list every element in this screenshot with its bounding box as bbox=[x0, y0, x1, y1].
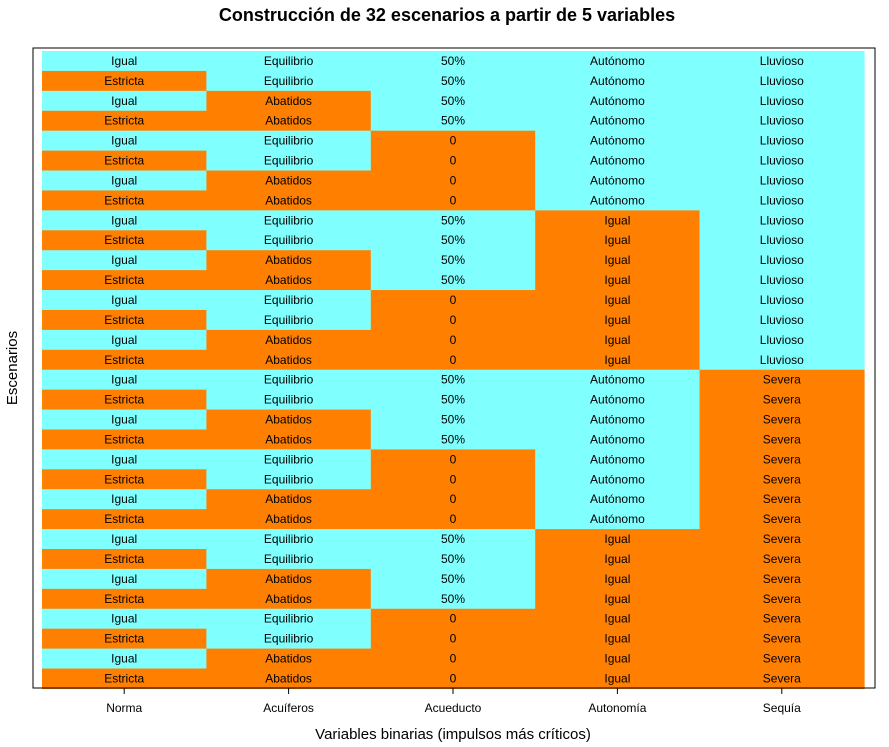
cell-label-r15-c1: Igual bbox=[111, 332, 138, 347]
x-axis-title: Variables binarias (impulsos más críticos) bbox=[315, 726, 591, 743]
cell-label-r2-c3: 50% bbox=[440, 73, 466, 88]
cell-label-r4-c5: Lluvioso bbox=[759, 113, 804, 128]
cell-label-r26-c4: Igual bbox=[604, 551, 631, 566]
cell-label-r27-c3: 50% bbox=[440, 571, 466, 586]
x-tick-label-4: Autonomía bbox=[588, 701, 647, 715]
cell-label-r17-c5: Severa bbox=[762, 372, 801, 387]
cell-label-r4-c4: Autónomo bbox=[590, 113, 645, 128]
cell-label-r15-c5: Lluvioso bbox=[759, 332, 804, 347]
cell-label-r23-c1: Igual bbox=[111, 492, 138, 507]
cell-label-r1-c1: Igual bbox=[111, 53, 138, 68]
cell-label-r25-c3: 50% bbox=[440, 532, 466, 547]
cell-label-r3-c3: 50% bbox=[440, 93, 466, 108]
cell-label-r21-c3: 0 bbox=[449, 452, 457, 467]
cell-label-r19-c1: Igual bbox=[111, 412, 138, 427]
cell-label-r29-c5: Severa bbox=[762, 611, 801, 626]
y-axis-title: Escenarios bbox=[4, 330, 21, 406]
cell-label-r11-c4: Igual bbox=[604, 253, 631, 268]
cell-label-r10-c2: Equilibrio bbox=[263, 233, 314, 248]
cell-label-r27-c5: Severa bbox=[762, 571, 801, 586]
cell-label-r29-c4: Igual bbox=[604, 611, 631, 626]
cell-label-r29-c2: Equilibrio bbox=[263, 611, 314, 626]
cell-label-r19-c4: Autónomo bbox=[590, 412, 645, 427]
cell-label-r23-c3: 0 bbox=[449, 492, 457, 507]
cell-label-r14-c5: Lluvioso bbox=[759, 312, 804, 327]
cell-label-r20-c3: 50% bbox=[440, 432, 466, 447]
cell-label-r1-c2: Equilibrio bbox=[263, 53, 314, 68]
cell-label-r10-c3: 50% bbox=[440, 233, 466, 248]
cell-label-r26-c5: Severa bbox=[762, 551, 801, 566]
cell-label-r9-c5: Lluvioso bbox=[759, 213, 804, 228]
cell-label-r8-c3: 0 bbox=[449, 193, 457, 208]
cell-label-r28-c1: Estricta bbox=[104, 591, 145, 606]
cell-label-r19-c2: Abatidos bbox=[265, 412, 312, 427]
cell-label-r31-c3: 0 bbox=[449, 651, 457, 666]
cell-label-r13-c2: Equilibrio bbox=[263, 293, 314, 307]
cell-label-r2-c5: Lluvioso bbox=[759, 73, 804, 88]
cell-label-r26-c1: Estricta bbox=[104, 551, 145, 566]
cell-label-r27-c1: Igual bbox=[111, 571, 138, 586]
cell-label-r3-c2: Abatidos bbox=[265, 93, 312, 108]
cell-label-r14-c1: Estricta bbox=[104, 312, 145, 327]
cell-label-r30-c2: Equilibrio bbox=[263, 631, 314, 646]
cell-label-r30-c5: Severa bbox=[762, 631, 801, 646]
cell-label-r10-c4: Igual bbox=[604, 233, 631, 248]
cell-label-r17-c2: Equilibrio bbox=[263, 372, 314, 387]
cell-label-r22-c1: Estricta bbox=[104, 472, 145, 487]
cell-label-r20-c5: Severa bbox=[762, 432, 801, 447]
cell-label-r5-c1: Igual bbox=[111, 133, 138, 148]
cell-label-r25-c4: Igual bbox=[604, 532, 631, 547]
cell-label-r4-c1: Estricta bbox=[104, 113, 145, 128]
cell-label-r22-c4: Autónomo bbox=[590, 472, 645, 487]
cell-label-r13-c3: 0 bbox=[449, 293, 457, 307]
cell-label-r24-c3: 0 bbox=[449, 512, 457, 527]
cell-label-r24-c1: Estricta bbox=[104, 512, 145, 527]
cell-label-r32-c3: 0 bbox=[449, 671, 457, 686]
cell-label-r1-c5: Lluvioso bbox=[759, 53, 804, 68]
cell-label-r9-c2: Equilibrio bbox=[263, 213, 314, 228]
cell-label-r19-c3: 50% bbox=[440, 412, 466, 427]
cell-label-r24-c4: Autónomo bbox=[590, 512, 645, 527]
cell-label-r15-c3: 0 bbox=[449, 332, 457, 347]
cell-label-r2-c1: Estricta bbox=[104, 73, 145, 88]
cell-label-r8-c5: Lluvioso bbox=[759, 193, 804, 208]
cell-label-r4-c3: 50% bbox=[440, 113, 466, 128]
cell-label-r32-c5: Severa bbox=[762, 671, 801, 686]
cell-label-r18-c3: 50% bbox=[440, 392, 466, 407]
cell-label-r13-c4: Igual bbox=[604, 293, 631, 307]
cell-label-r6-c3: 0 bbox=[449, 153, 457, 168]
cell-label-r31-c4: Igual bbox=[604, 651, 631, 666]
cell-label-r10-c5: Lluvioso bbox=[759, 233, 804, 248]
cell-label-r4-c2: Abatidos bbox=[265, 113, 312, 128]
cell-label-r12-c2: Abatidos bbox=[265, 273, 312, 288]
cell-label-r14-c2: Equilibrio bbox=[263, 312, 314, 327]
cell-label-r6-c5: Lluvioso bbox=[759, 153, 804, 168]
cell-label-r17-c1: Igual bbox=[111, 372, 138, 387]
x-tick-label-5: Sequía bbox=[762, 701, 801, 715]
cell-label-r21-c2: Equilibrio bbox=[263, 452, 314, 467]
cell-label-r26-c3: 50% bbox=[440, 551, 466, 566]
cell-label-r16-c5: Lluvioso bbox=[759, 352, 804, 367]
cell-label-r28-c5: Severa bbox=[762, 591, 801, 606]
cell-label-r15-c2: Abatidos bbox=[265, 332, 312, 347]
cell-label-r12-c3: 50% bbox=[440, 273, 466, 288]
x-tick-label-2: Acuíferos bbox=[263, 701, 314, 715]
cell-label-r5-c3: 0 bbox=[449, 133, 457, 148]
cell-label-r14-c4: Igual bbox=[604, 312, 631, 327]
cell-label-r12-c4: Igual bbox=[604, 273, 631, 288]
cell-label-r22-c3: 0 bbox=[449, 472, 457, 487]
cell-label-r7-c1: Igual bbox=[111, 173, 138, 188]
cell-label-r20-c4: Autónomo bbox=[590, 432, 645, 447]
cell-label-r27-c4: Igual bbox=[604, 571, 631, 586]
cell-label-r17-c4: Autónomo bbox=[590, 372, 645, 387]
cell-label-r8-c1: Estricta bbox=[104, 193, 145, 208]
cell-label-r30-c1: Estricta bbox=[104, 631, 145, 646]
cell-label-r11-c3: 50% bbox=[440, 253, 466, 268]
cell-label-r30-c4: Igual bbox=[604, 631, 631, 646]
cell-label-r16-c2: Abatidos bbox=[265, 352, 312, 367]
cell-label-r28-c4: Igual bbox=[604, 591, 631, 606]
cell-label-r20-c2: Abatidos bbox=[265, 432, 312, 447]
cell-label-r1-c4: Autónomo bbox=[590, 53, 645, 68]
cell-label-r5-c2: Equilibrio bbox=[263, 133, 314, 148]
cell-label-r16-c1: Estricta bbox=[104, 352, 145, 367]
cell-label-r2-c2: Equilibrio bbox=[263, 73, 314, 88]
cell-label-r16-c4: Igual bbox=[604, 352, 631, 367]
cell-label-r24-c5: Severa bbox=[762, 512, 801, 527]
x-tick-label-3: Acueducto bbox=[424, 701, 482, 715]
cell-label-r6-c4: Autónomo bbox=[590, 153, 645, 168]
cell-label-r17-c3: 50% bbox=[440, 372, 466, 387]
cell-label-r22-c5: Severa bbox=[762, 472, 801, 487]
heatmap-cells bbox=[42, 51, 865, 689]
cell-label-r5-c5: Lluvioso bbox=[759, 133, 804, 148]
cell-label-r10-c1: Estricta bbox=[104, 233, 145, 248]
cell-label-r9-c4: Igual bbox=[604, 213, 631, 228]
cell-label-r24-c2: Abatidos bbox=[265, 512, 312, 527]
cell-label-r31-c1: Igual bbox=[111, 651, 138, 666]
cell-label-r18-c5: Severa bbox=[762, 392, 801, 407]
cell-label-r21-c5: Severa bbox=[762, 452, 801, 467]
cell-label-r15-c4: Igual bbox=[604, 332, 631, 347]
cell-label-r8-c2: Abatidos bbox=[265, 193, 312, 208]
cell-label-r9-c1: Igual bbox=[111, 213, 138, 228]
cell-label-r18-c4: Autónomo bbox=[590, 392, 645, 407]
cell-label-r7-c2: Abatidos bbox=[265, 173, 312, 188]
cell-label-r25-c5: Severa bbox=[762, 532, 801, 547]
cell-label-r3-c4: Autónomo bbox=[590, 93, 645, 108]
cell-label-r32-c2: Abatidos bbox=[265, 671, 312, 686]
cell-label-r14-c3: 0 bbox=[449, 312, 457, 327]
cell-label-r12-c5: Lluvioso bbox=[759, 273, 804, 288]
cell-label-r18-c1: Estricta bbox=[104, 392, 145, 407]
cell-label-r1-c3: 50% bbox=[440, 53, 466, 68]
cell-label-r3-c1: Igual bbox=[111, 93, 138, 108]
x-tick-label-1: Norma bbox=[106, 701, 143, 715]
chart-title: Construcción de 32 escenarios a partir de 5 variables bbox=[218, 5, 676, 25]
cell-label-r32-c4: Igual bbox=[604, 671, 631, 686]
cell-label-r25-c1: Igual bbox=[111, 532, 138, 547]
cell-label-r8-c4: Autónomo bbox=[590, 193, 645, 208]
cell-label-r28-c2: Abatidos bbox=[265, 591, 312, 606]
cell-label-r23-c4: Autónomo bbox=[590, 492, 645, 507]
cell-label-r31-c2: Abatidos bbox=[265, 651, 312, 666]
cell-label-r13-c5: Lluvioso bbox=[759, 293, 804, 307]
cell-label-r21-c1: Igual bbox=[111, 452, 138, 467]
cell-label-r19-c5: Severa bbox=[762, 412, 801, 427]
cell-label-r25-c2: Equilibrio bbox=[263, 532, 314, 547]
cell-label-r22-c2: Equilibrio bbox=[263, 472, 314, 487]
cell-label-r11-c1: Igual bbox=[111, 253, 138, 268]
cell-label-r28-c3: 50% bbox=[440, 591, 466, 606]
cell-label-r29-c3: 0 bbox=[449, 611, 457, 626]
cell-label-r7-c5: Lluvioso bbox=[759, 173, 804, 188]
cell-label-r13-c1: Igual bbox=[111, 293, 138, 307]
cell-label-r11-c5: Lluvioso bbox=[759, 253, 804, 268]
x-axis bbox=[106, 688, 801, 715]
cell-label-r3-c5: Lluvioso bbox=[759, 93, 804, 108]
cell-label-r6-c2: Equilibrio bbox=[263, 153, 314, 168]
cell-label-r9-c3: 50% bbox=[440, 213, 466, 228]
cell-label-r23-c2: Abatidos bbox=[265, 492, 312, 507]
cell-label-r18-c2: Equilibrio bbox=[263, 392, 314, 407]
cell-label-r29-c1: Igual bbox=[111, 611, 138, 626]
cell-label-r21-c4: Autónomo bbox=[590, 452, 645, 467]
cell-label-r27-c2: Abatidos bbox=[265, 571, 312, 586]
cell-label-r7-c3: 0 bbox=[449, 173, 457, 188]
cell-label-r6-c1: Estricta bbox=[104, 153, 145, 168]
cell-label-r30-c3: 0 bbox=[449, 631, 457, 646]
cell-label-r2-c4: Autónomo bbox=[590, 73, 645, 88]
cell-label-r20-c1: Estricta bbox=[104, 432, 145, 447]
cell-label-r16-c3: 0 bbox=[449, 352, 457, 367]
cell-label-r26-c2: Equilibrio bbox=[263, 551, 314, 566]
cell-label-r11-c2: Abatidos bbox=[265, 253, 312, 268]
cell-label-r5-c4: Autónomo bbox=[590, 133, 645, 148]
cell-label-r12-c1: Estricta bbox=[104, 273, 145, 288]
cell-label-r32-c1: Estricta bbox=[104, 671, 145, 686]
cell-label-r31-c5: Severa bbox=[762, 651, 801, 666]
cell-label-r7-c4: Autónomo bbox=[590, 173, 645, 188]
cell-label-r23-c5: Severa bbox=[762, 492, 801, 507]
